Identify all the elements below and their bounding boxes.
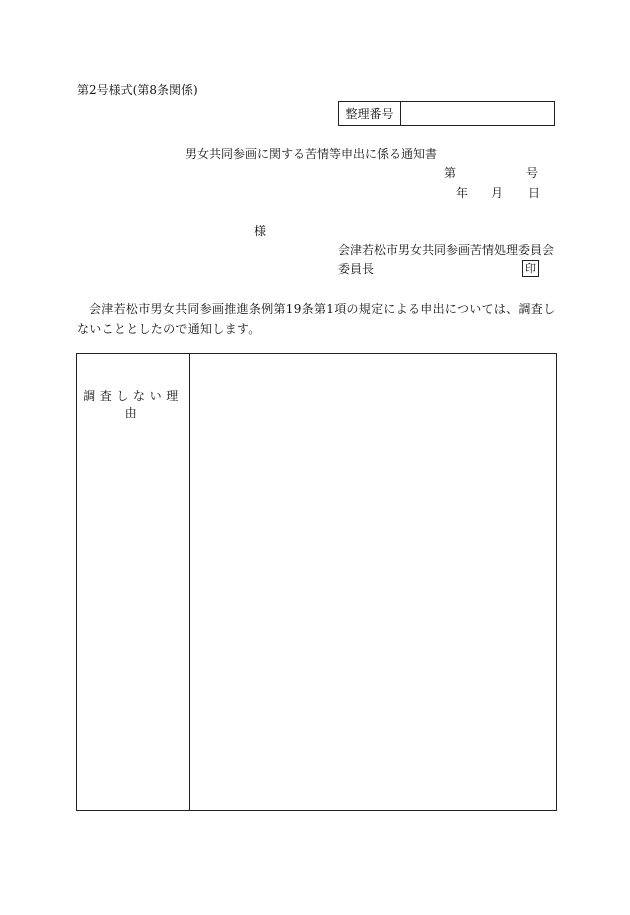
reason-table (76, 353, 557, 811)
reference-number-field[interactable] (401, 102, 554, 125)
reason-field[interactable] (190, 354, 556, 810)
notice-body-text: 会津若松市男女共同参画推進条例第19条第1項の規定による申出については、調査しないこととしたので通知します。 (77, 302, 556, 336)
reference-number-box (338, 101, 555, 126)
document-number-suffix: 号 (526, 166, 539, 180)
date-year-label: 年 (456, 186, 469, 200)
sender-title: 委員長 (338, 262, 375, 276)
date-day-label: 日 (528, 186, 541, 200)
date-month-label: 月 (491, 186, 504, 200)
reason-label: 調査しない理由 (77, 354, 190, 810)
addressee-honorific: 様 (254, 224, 267, 238)
document-number-prefix: 第 (444, 166, 457, 180)
reference-number-label: 整理番号 (339, 102, 401, 125)
document-title: 男女共同参画に関する苦情等申出に係る通知書 (185, 147, 438, 161)
seal-stamp-box: 印 (522, 260, 539, 277)
sender-organization: 会津若松市男女共同参画苦情処理委員会 (338, 243, 555, 257)
form-number-label: 第2号様式(第8条関係) (77, 83, 198, 97)
